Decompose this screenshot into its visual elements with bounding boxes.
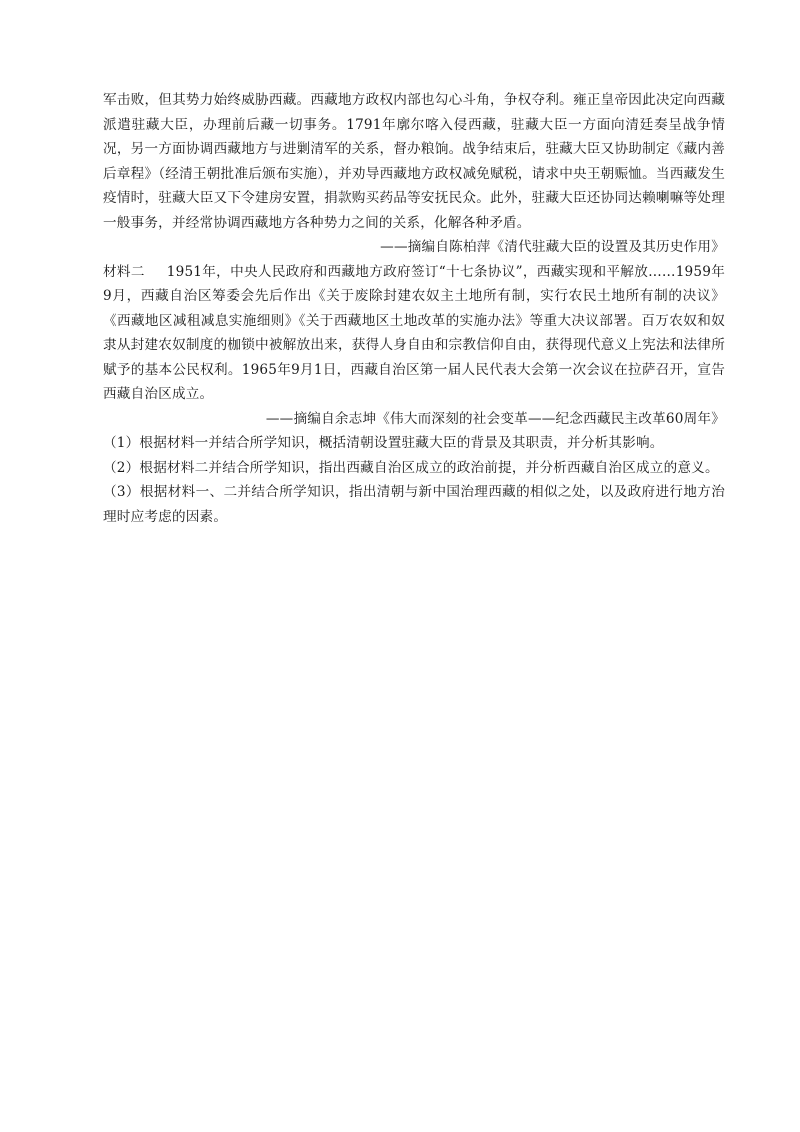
material-two-label: 材料二 bbox=[103, 263, 145, 280]
question-3: （3）根据材料一、二并结合所学知识，指出清朝与新中国治理西藏的相似之处，以及政府进行地方治理时应考虑的因素。 bbox=[103, 484, 725, 525]
material-one-text: 军击败，但其势力始终威胁西藏。西藏地方政权内部也勾心斗角，争权夺利。雍正皇帝因此决定向西藏派遣驻藏大臣，办理前后藏一切事务。1791年廓尔喀入侵西藏，驻藏大臣一方面向清廷奏呈战争情况，另一方面协调西藏地方与进剿清军的关系，督办粮饷。战争结束后，驻藏大臣又协助制定《藏内善后章程》（经清王朝批准后颁布实施），并劝导西藏地方政权减免赋税，请求中央王朝赈恤。当西藏发生疫情时，驻藏大臣又下令建房安置，捐款购买药品等安抚民众。此外，驻藏大臣还协同达赖喇嘛等处理一般事务，并经常协调西藏地方各种势力之间的关系，化解各种矛盾。 bbox=[103, 92, 725, 231]
material-one-source: ——摘编自陈柏萍《清代驻藏大臣的设置及其历史作用》 bbox=[380, 239, 725, 255]
material-two-source: ——摘编自余志坤《伟大而深刻的社会变革——纪念西藏民主改革60周年》 bbox=[265, 410, 725, 427]
question-2: （2）根据材料二并结合所学知识，指出西藏自治区成立的政治前提，并分析西藏自治区成立的意义。 bbox=[103, 459, 719, 476]
material-two-paragraph bbox=[103, 260, 725, 407]
question-1: （1）根据材料一并结合所学知识，概括清朝设置驻藏大臣的背景及其职责，并分析其影响。 bbox=[103, 435, 664, 451]
document-page bbox=[103, 88, 725, 529]
material-two-text: 1951年，中央人民政府和西藏地方政府签订“十七条协议”，西藏实现和平解放……1959年9月，西藏自治区筹委会先后作出《关于废除封建农奴主土地所有制，实行农民土地所有制的决议》《西藏地区减租减息实施细则》《关于西藏地区土地改革的实施办法》等重大决议部署。百万农奴和奴隶从封建农奴制度的枷锁中被解放出来，获得人身自由和宗教信仰自由，获得现代意义上宪法和法律所赋予的基本公民权利。1965年9月1日，西藏自治区第一届人民代表大会第一次会议在拉萨召开，宣告西藏自治区成立。 bbox=[103, 263, 725, 402]
